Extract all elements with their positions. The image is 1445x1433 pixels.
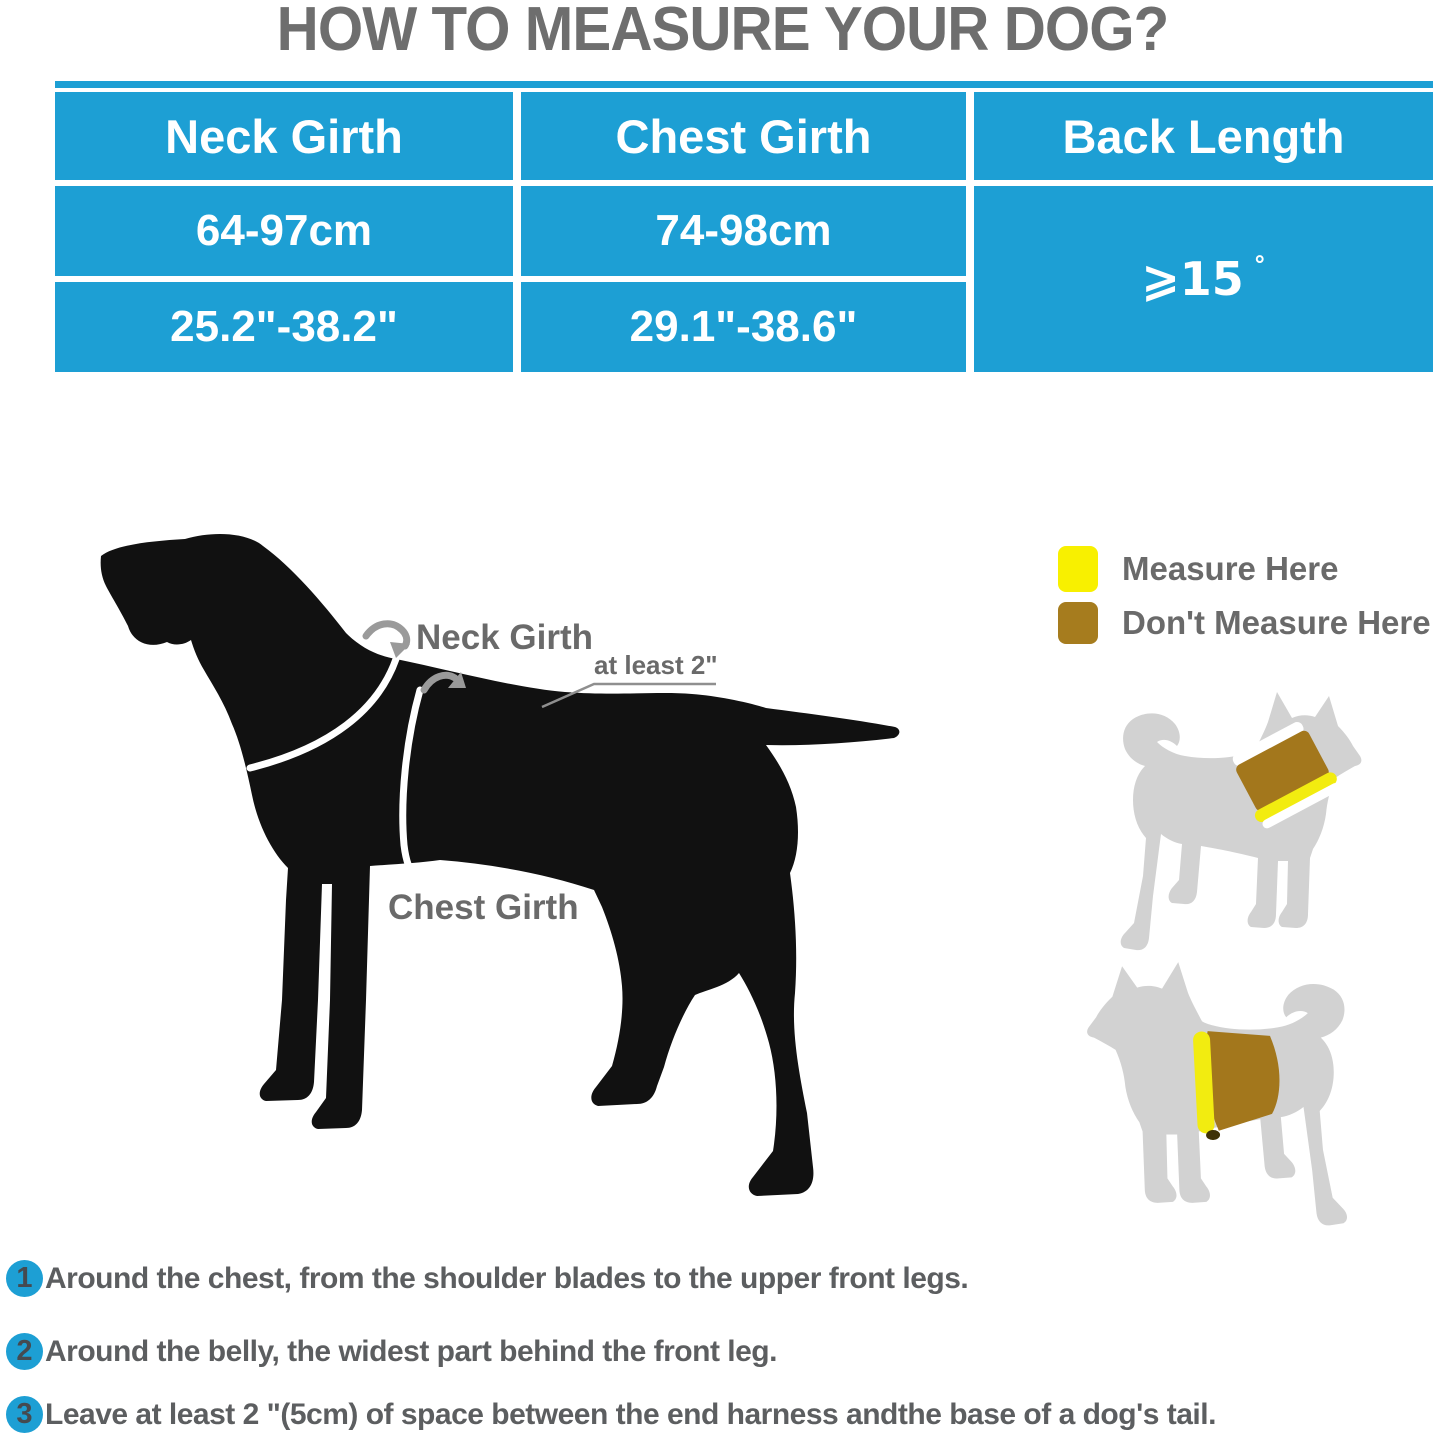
dog-neck-band-example — [1105, 686, 1365, 966]
neck-girth-label: Neck Girth — [416, 618, 593, 657]
instruction-row-1 — [6, 1260, 968, 1297]
legend-measure-here — [1058, 546, 1338, 592]
table-header-back-length: Back Length — [974, 92, 1433, 180]
page-title: HOW TO MEASURE YOUR DOG? — [276, 0, 1169, 64]
instruction-row-3 — [6, 1396, 1216, 1433]
measure-here-label: Measure Here — [1122, 550, 1339, 587]
step-3-text: Leave at least 2 "(5cm) of space between the end harness andthe base of a dog's tail. — [45, 1398, 1216, 1431]
chest-girth-cm-cell: 74-98cm — [521, 186, 966, 276]
step-1-badge: 1 — [6, 1260, 43, 1297]
neck-girth-inch-cell: 25.2"-38.2" — [55, 282, 513, 372]
neck-measure-arrowhead-icon — [390, 642, 410, 658]
dont-measure-here-swatch — [1058, 602, 1098, 644]
back-length-value-cell — [974, 186, 1433, 372]
dog-belly-band-example — [1076, 956, 1366, 1241]
legend-dont-measure-here — [1058, 602, 1431, 644]
step-3-badge: 3 — [6, 1396, 43, 1433]
step-2-text: Around the belly, the widest part behind the front leg. — [45, 1335, 777, 1368]
neck-girth-cm-cell: 64-97cm — [55, 186, 513, 276]
back-length-value: ⩾15 — [1141, 252, 1244, 306]
chest-girth-label: Chest Girth — [388, 888, 579, 927]
neck-measure-arrow-icon — [366, 624, 407, 646]
step-1-text: Around the chest, from the shoulder blades to the upper front legs. — [45, 1262, 969, 1295]
dont-measure-here-label: Don't Measure Here — [1122, 604, 1431, 641]
step-2-badge: 2 — [6, 1333, 43, 1370]
table-header-chest-girth: Chest Girth — [521, 92, 966, 180]
table-top-accent-bar — [55, 81, 1433, 88]
instruction-row-2 — [6, 1333, 777, 1370]
size-table — [55, 92, 1433, 372]
measure-here-swatch — [1058, 546, 1098, 592]
degree-symbol: ° — [1253, 251, 1266, 279]
table-header-neck-girth: Neck Girth — [55, 92, 513, 180]
small-dog-silhouette — [1121, 692, 1362, 950]
chest-girth-inch-cell: 29.1"-38.6" — [521, 282, 966, 372]
clearance-label: at least 2" — [594, 650, 718, 680]
